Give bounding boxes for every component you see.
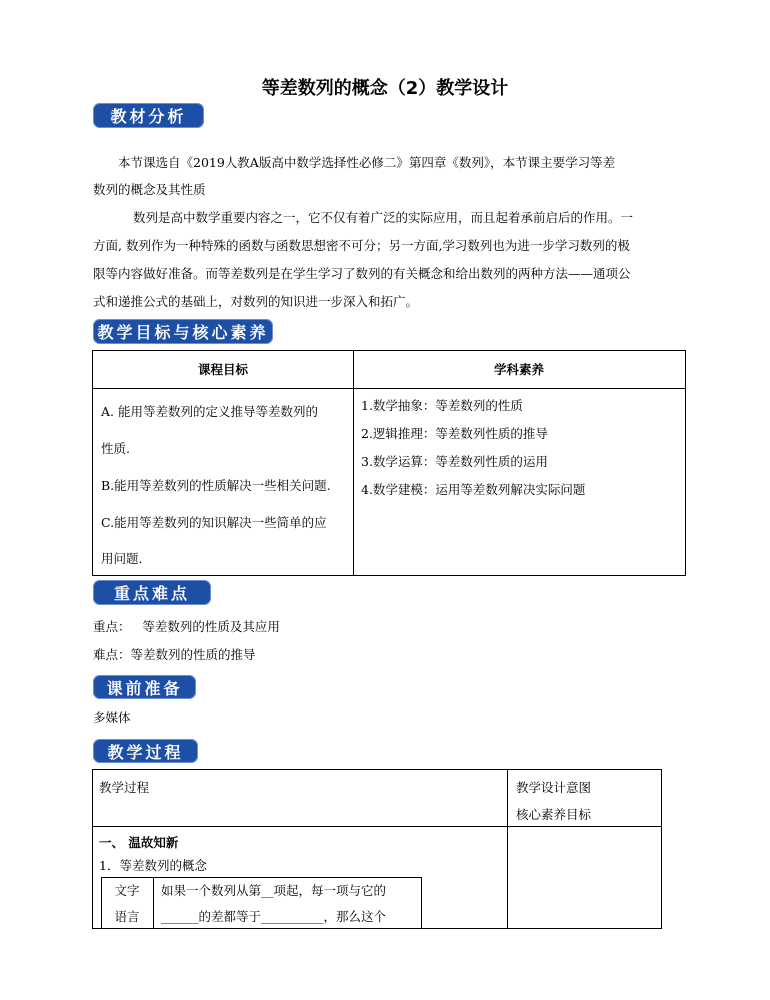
course-goal-line: C.能用等差数列的知识解决一些简单的应	[101, 515, 327, 530]
process-header-literacy-goal: 核心素养目标	[516, 807, 592, 822]
process-table-column-divider	[507, 769, 508, 928]
literacy-line: 4.数学建模：运用等差数列解决实际问题	[361, 482, 586, 497]
preparation-text: 多媒体	[93, 710, 131, 725]
process-header-design-intent: 教学设计意图	[516, 780, 592, 795]
course-goal-line: A. 能用等差数列的定义推导等差数列的	[101, 404, 318, 419]
course-goal-line: B.能用等差数列的性质解决一些相关问题.	[101, 478, 331, 493]
document-title: 等差数列的概念（2）教学设计	[261, 78, 509, 99]
process-table-header-divider	[92, 826, 661, 827]
section-badge-key-points: 重点难点	[93, 580, 211, 605]
section-badge-preparation: 课前准备	[93, 675, 196, 699]
analysis-paragraph-2-line-4: 式和递推公式的基础上，对数列的知识进一步深入和拓广。	[93, 294, 419, 309]
section-badge-process: 教学过程	[93, 739, 198, 763]
concept-label-line-2: 语言	[114, 909, 140, 924]
process-section-heading: 一、 温故知新	[99, 835, 179, 850]
concept-label-line-1: 文字	[114, 883, 140, 898]
section-badge-goals: 教学目标与核心素养	[93, 319, 273, 344]
analysis-paragraph-2-line-2: 方面, 数列作为一种特殊的函数与函数思想密不可分；另一方面,学习数列也为进一步学习数列的极	[93, 238, 630, 253]
goals-table-header-divider	[92, 388, 685, 389]
section-badge-analysis: 教材分析	[93, 103, 204, 128]
goals-header-course: 课程目标	[197, 362, 248, 377]
analysis-paragraph-1-line-2: 数列的概念及其性质	[93, 182, 206, 197]
concept-inner-divider	[153, 877, 154, 928]
concept-text-line-1: 如果一个数列从第__项起，每一项与它的	[161, 883, 387, 898]
literacy-line: 1.数学抽象：等差数列的性质	[361, 398, 523, 413]
analysis-paragraph-1-line-1: 本节课选自《2019人教A版高中数学选择性必修二》第四章《数列》，本节课主要学习等差	[118, 155, 616, 170]
goals-table-column-divider	[353, 350, 354, 575]
key-point-text: 重点： 等差数列的性质及其应用	[93, 619, 280, 634]
goals-header-literacy: 学科素养	[493, 362, 544, 377]
difficult-point-text: 难点：等差数列的性质的推导	[93, 647, 256, 662]
course-goal-line: 用问题.	[101, 551, 143, 566]
analysis-paragraph-2-line-3: 限等内容做好准备。而等差数列是在学生学习了数列的有关概念和给出数列的两种方法——通项公	[93, 266, 631, 281]
concept-text-line-2: ______的差都等于__________，那么这个	[161, 909, 387, 924]
analysis-paragraph-2-line-1: 数列是高中数学重要内容之一，它不仅有着广泛的实际应用，而且起着承前启后的作用。一	[133, 210, 634, 225]
literacy-line: 2.逻辑推理：等差数列性质的推导	[361, 426, 548, 441]
course-goal-line: 性质.	[101, 441, 130, 456]
process-item-1: 1．等差数列的概念	[99, 858, 207, 873]
process-header-left: 教学过程	[99, 780, 150, 795]
literacy-line: 3.数学运算：等差数列性质的运用	[361, 454, 548, 469]
